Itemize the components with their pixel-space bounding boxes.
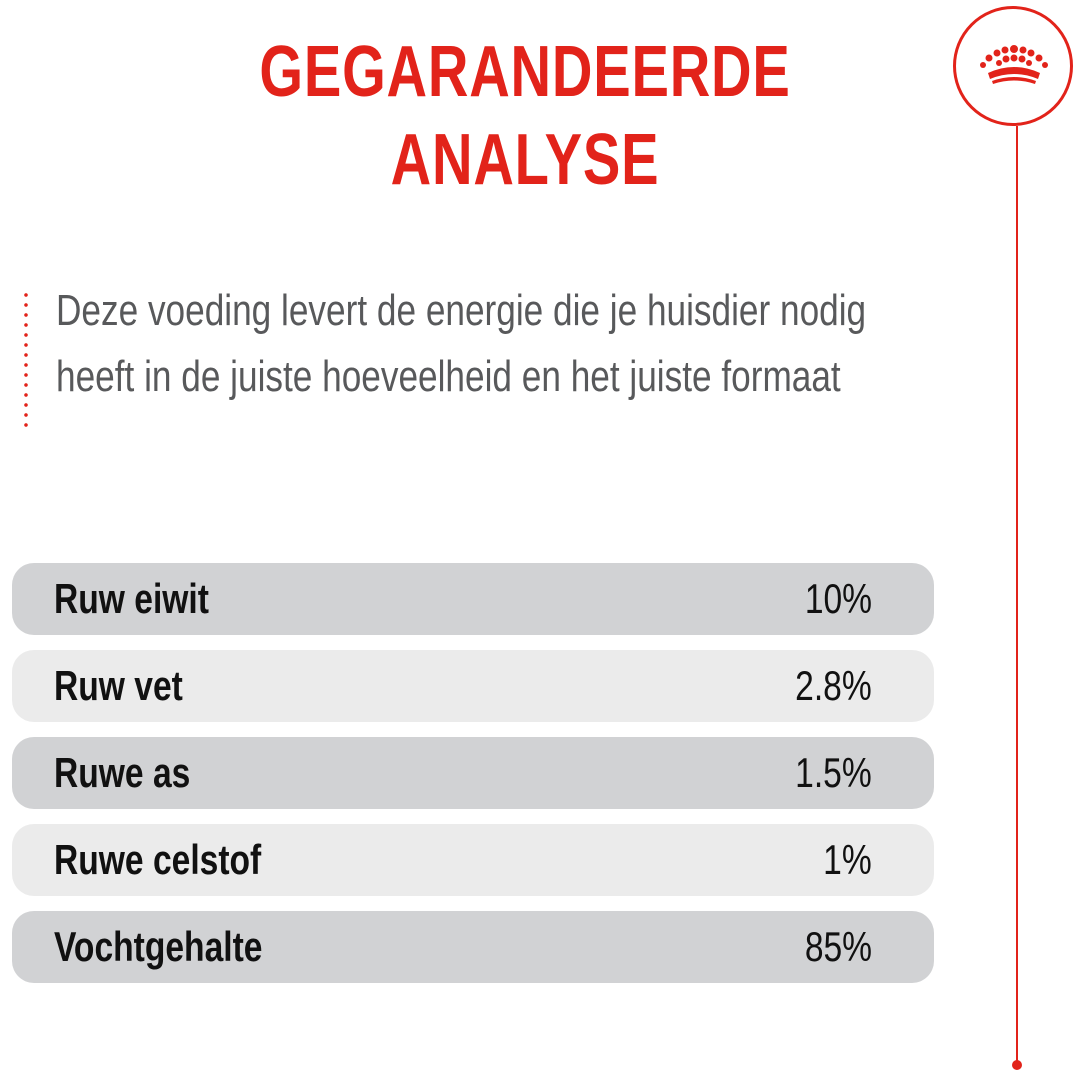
analysis-row-ruwe-celstof: [12, 824, 934, 896]
analysis-value: 85%: [804, 923, 872, 970]
analysis-value: 2.8%: [795, 662, 872, 709]
decorative-dotted-line: [24, 290, 28, 430]
title-line-2: ANALYSE: [390, 120, 660, 200]
analysis-value: 1.5%: [795, 749, 872, 796]
title-line-1: GEGARANDEERDE: [259, 32, 791, 112]
analysis-row-ruwe-as: [12, 737, 934, 809]
analysis-table: [12, 563, 934, 998]
analysis-row-vochtgehalte: [12, 911, 934, 983]
analysis-value: 10%: [804, 575, 872, 622]
page-title: [116, 28, 935, 204]
analysis-label: Ruw vet: [54, 662, 183, 709]
analysis-label: Vochtgehalte: [54, 923, 263, 970]
analysis-value: 1%: [823, 836, 872, 883]
analysis-row-ruw-vet: [12, 650, 934, 722]
analysis-row-ruw-eiwit: [12, 563, 934, 635]
analysis-label: Ruwe as: [54, 749, 191, 796]
intro-text: Deze voeding levert de energie die je huisdier nodig heeft in de juiste hoeveelheid en het juiste formaat: [56, 286, 867, 401]
brand-logo: [953, 6, 1073, 126]
analysis-label: Ruw eiwit: [54, 575, 209, 622]
decorative-line-end: [1012, 1060, 1022, 1070]
crown-icon: [976, 43, 1052, 87]
decorative-vertical-line: [1016, 126, 1018, 1062]
analysis-label: Ruwe celstof: [54, 836, 262, 883]
